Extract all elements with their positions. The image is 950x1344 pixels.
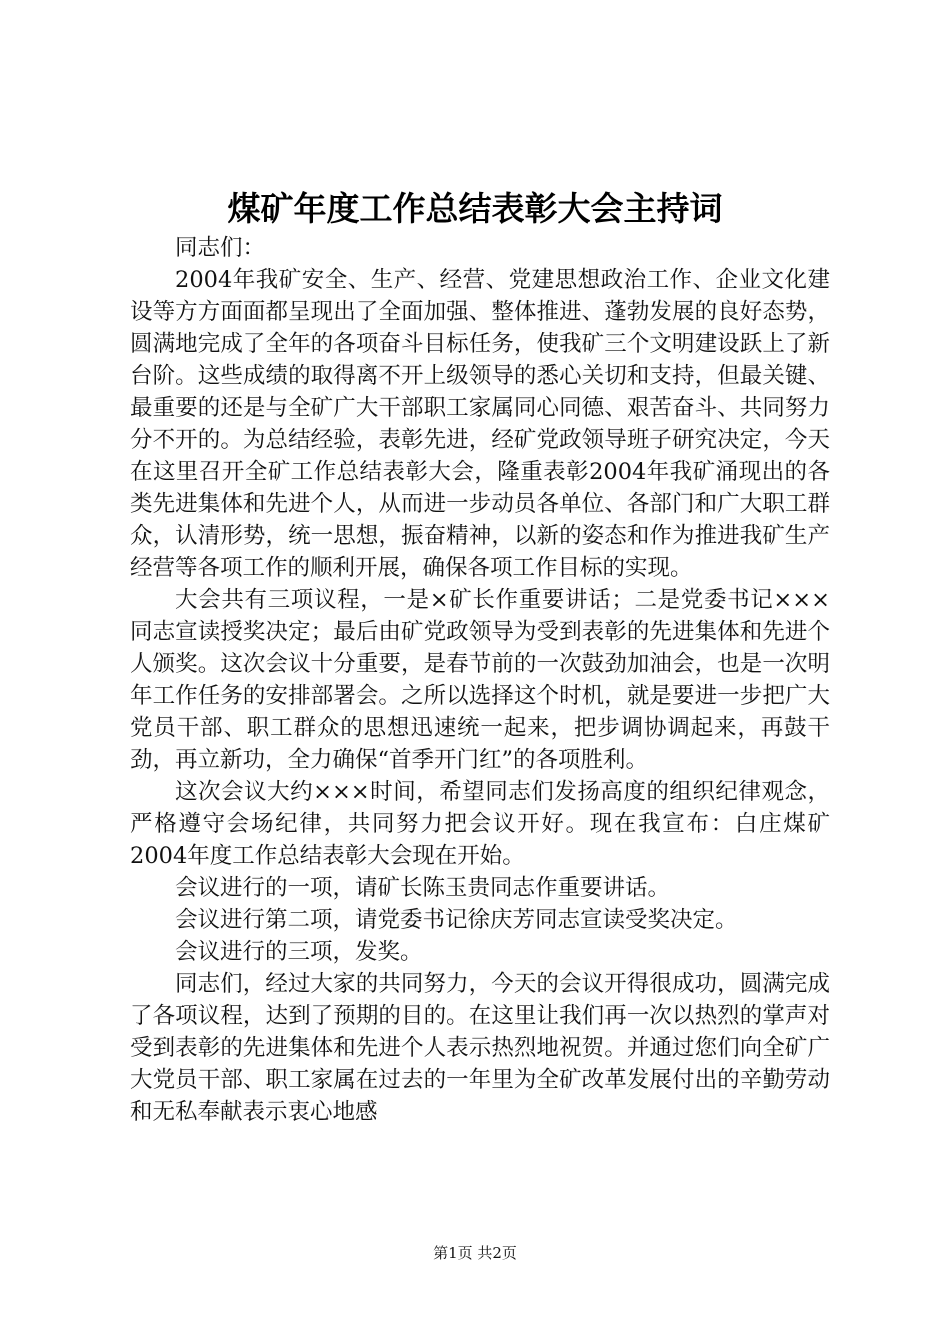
paragraph-item-1: 会议进行的一项，请矿长陈玉贵同志作重要讲话。: [175, 875, 671, 901]
paragraph-item-3: 会议进行的三项，发奖。: [175, 939, 423, 965]
paragraph-agenda: 大会共有三项议程，一是×矿长作重要讲话；二是党委书记×××同志宣读授奖决定；最后由矿党政领导为受到表彰的先进集体和先进个人颁奖。这次会议十分重要，是春节前的一次鼓劲加油会，也是一次明年工作任务的安排部署会。之所以选择这个时机，就是要进一步把广大党员干部、职工群众的思想迅速统一起来，把步调协调起来，再鼓干劲，再立新功，全力确保“首季开门红”的各项胜利。: [130, 587, 830, 773]
page-number: 第1页 共2页: [433, 1244, 517, 1262]
document-body: [130, 232, 830, 1128]
paragraph-item-2: 会议进行第二项，请党委书记徐庆芳同志宣读受奖决定。: [175, 907, 738, 933]
paragraph-opening: 这次会议大约×××时间，希望同志们发扬高度的组织纪律观念，严格遵守会场纪律，共同努力把会议开好。现在我宣布：白庄煤矿2004年度工作总结表彰大会现在开始。: [130, 779, 830, 869]
paragraph-closing: 同志们，经过大家的共同努力，今天的会议开得很成功，圆满完成了各项议程，达到了预期的目的。在这里让我们再一次以热烈的掌声对受到表彰的先进集体和先进个人表示热烈地祝贺。并通过您们向全矿广大党员干部、职工家属在过去的一年里为全矿改革发展付出的辛勤劳动和无私奉献表示衷心地感: [130, 971, 830, 1125]
paragraph-intro: 2004年我矿安全、生产、经营、党建思想政治工作、企业文化建设等方方面面都呈现出了全面加强、整体推进、蓬勃发展的良好态势，圆满地完成了全年的各项奋斗目标任务，使我矿三个文明建设跃上了新台阶。这些成绩的取得离不开上级领导的悉心关切和支持，但最关键、最重要的还是与全矿广大干部职工家属同心同德、艰苦奋斗、共同努力分不开的。为总结经验，表彰先进，经矿党政领导班子研究决定，今天在这里召开全矿工作总结表彰大会，隆重表彰2004年我矿涌现出的各类先进集体和先进个人，从而进一步动员各单位、各部门和广大职工群众，认清形势，统一思想，振奋精神，以新的姿态和作为推进我矿生产经营等各项工作的顺利开展，确保各项工作目标的实现。: [130, 267, 830, 581]
paragraph-greeting: 同志们：: [175, 235, 266, 261]
document-title: 煤矿年度工作总结表彰大会主持词: [227, 189, 723, 228]
